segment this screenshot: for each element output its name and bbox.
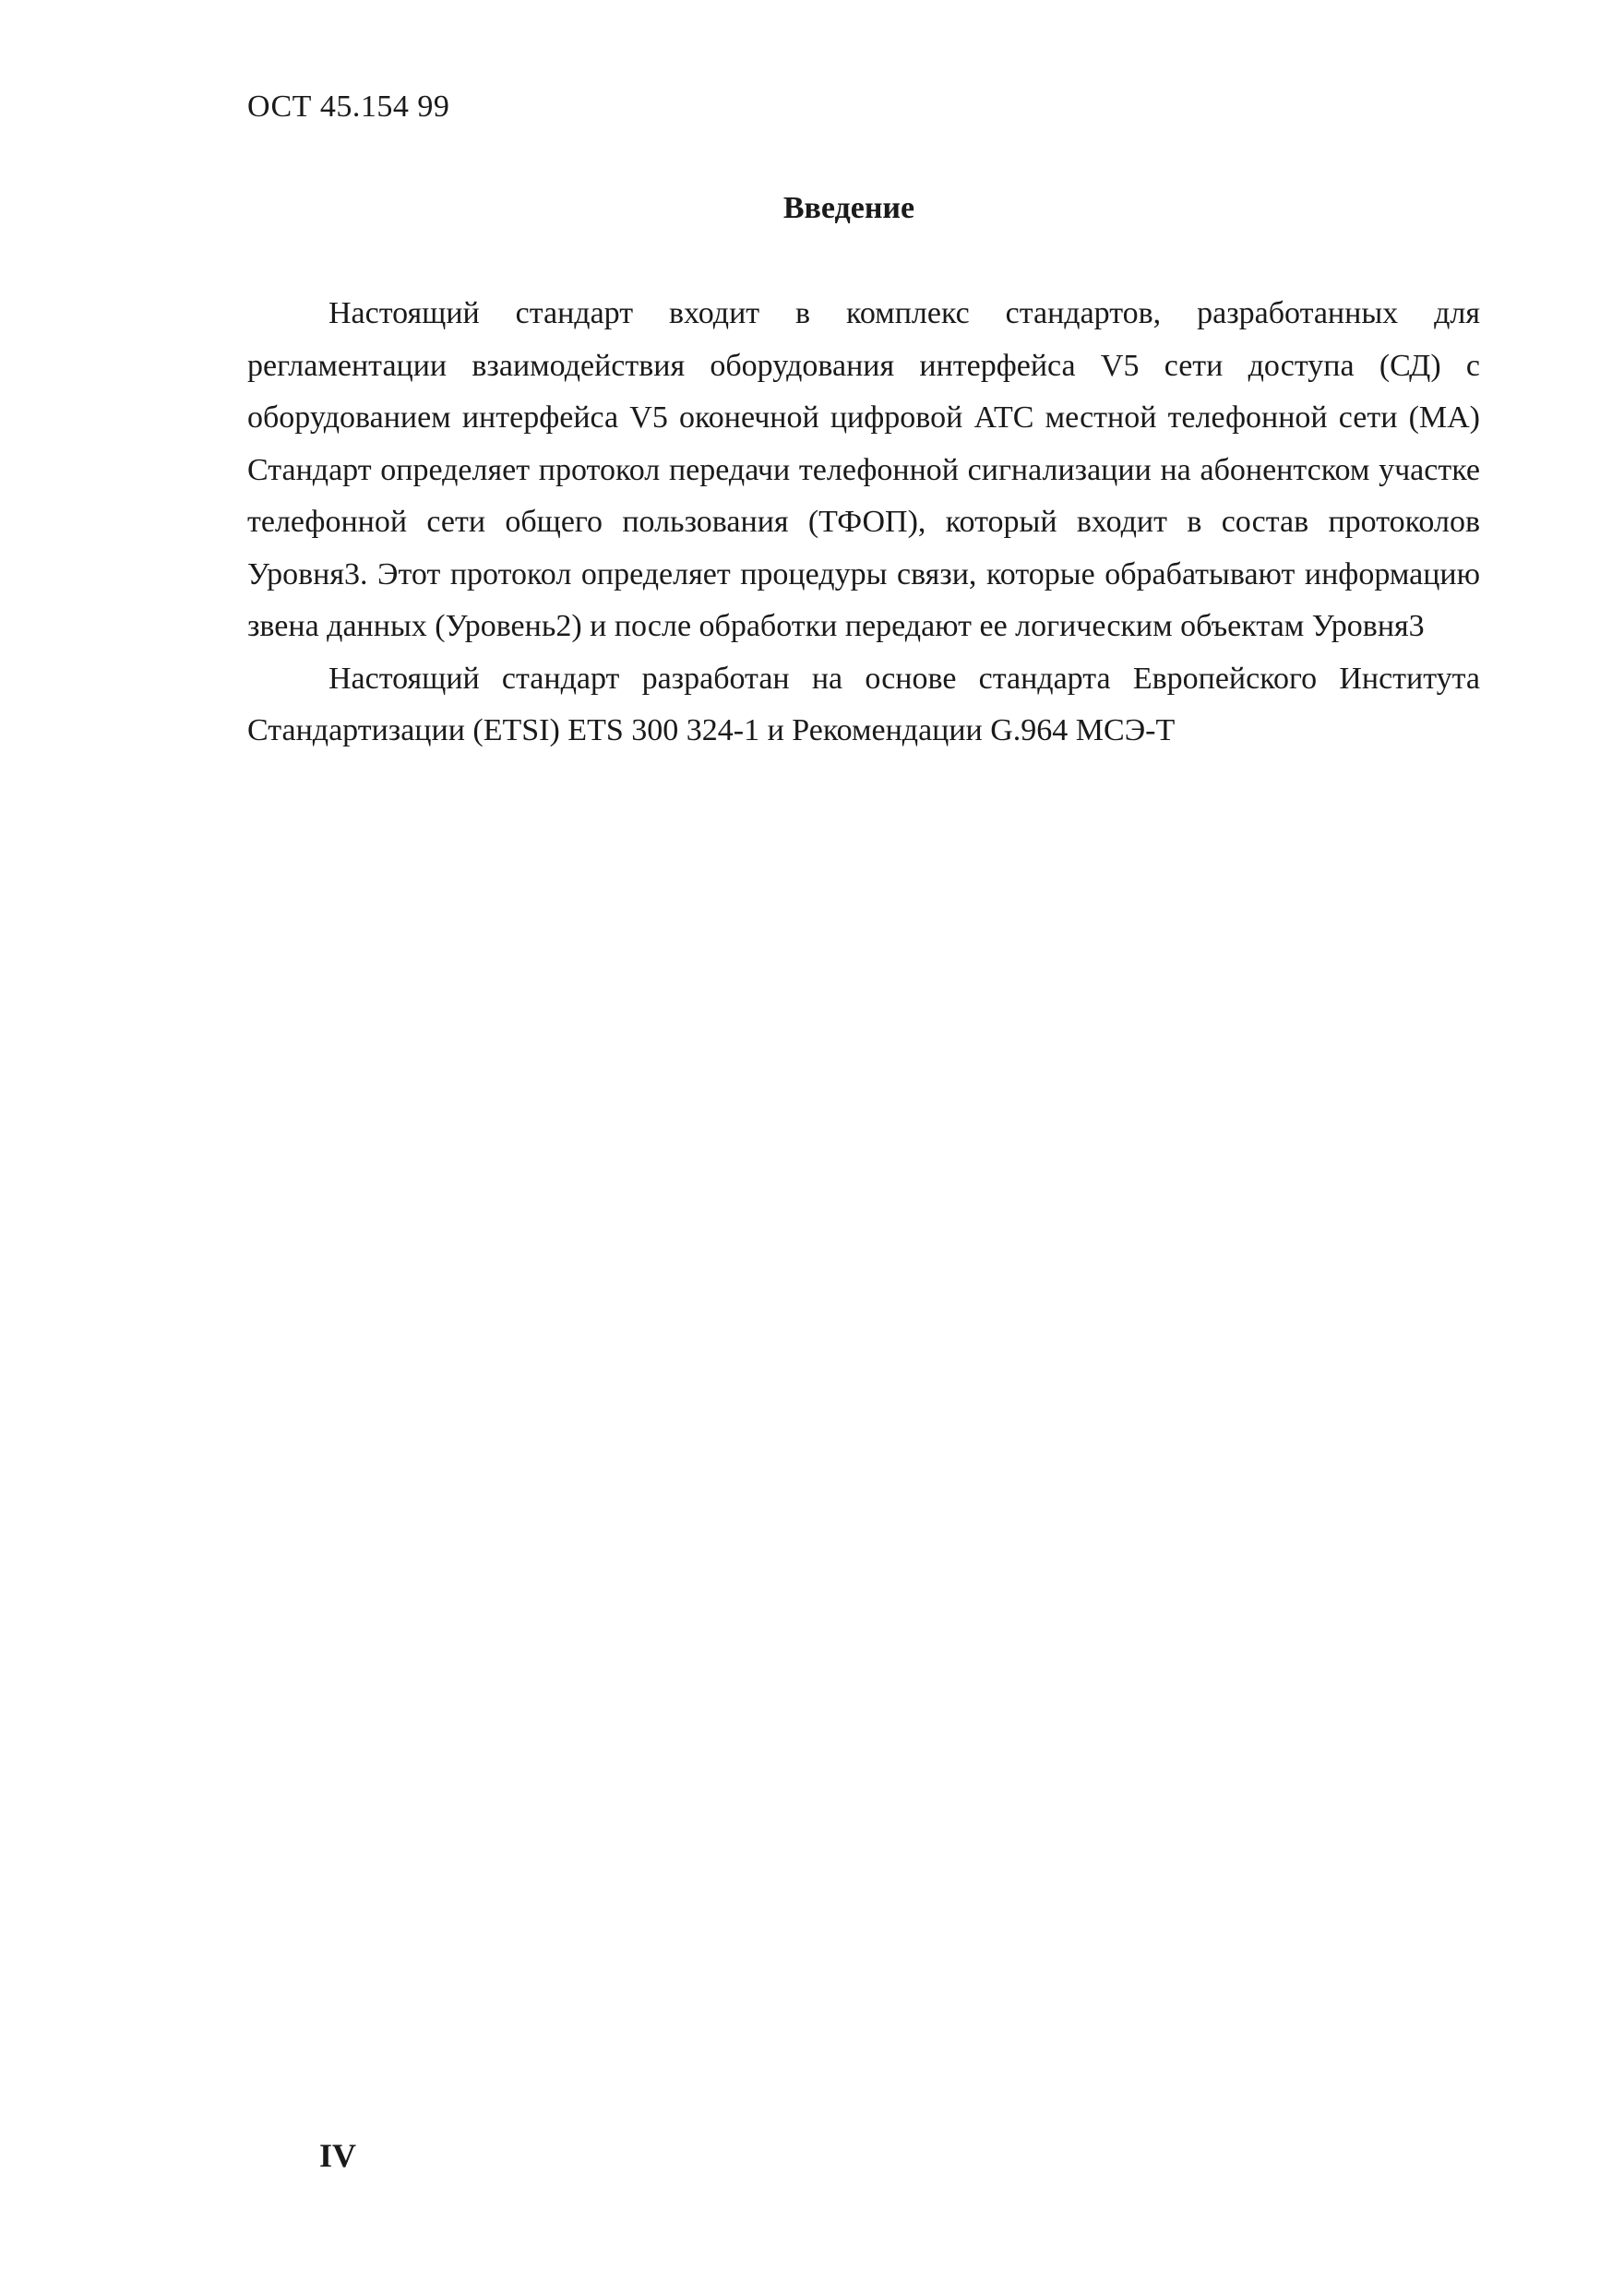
paragraph: Настоящий стандарт разработан на основе стандарта Европейского Института Стандартизации (ETSI) ETS 300 324-1 и Рекомендации G.964 МСЭ-Т [247, 661, 1480, 747]
paragraph: Настоящий стандарт входит в комплекс стандартов, разработанных для регламентации взаимодействия оборудования интерфейса V5 сети доступа (СД) с оборудованием интерфейса V5 оконечной цифровой АТС местной телефонной сети (МА) Стандарт определяет протокол передачи телефонной сигнализации на абонентском участке телефонной сети общего пользования (ТФОП), который входит в состав протоколов Уровня3. Этот протокол определяет процедуры связи, которые обрабатывают информацию звена данных (Уровень2) и после обработки передают ее логическим объектам Уровня3 [247, 296, 1480, 643]
section-title: Введение [782, 191, 915, 225]
section-body [247, 288, 1480, 758]
page-number: IV [319, 2137, 357, 2174]
document-code: ОСТ 45.154 99 [247, 90, 450, 124]
